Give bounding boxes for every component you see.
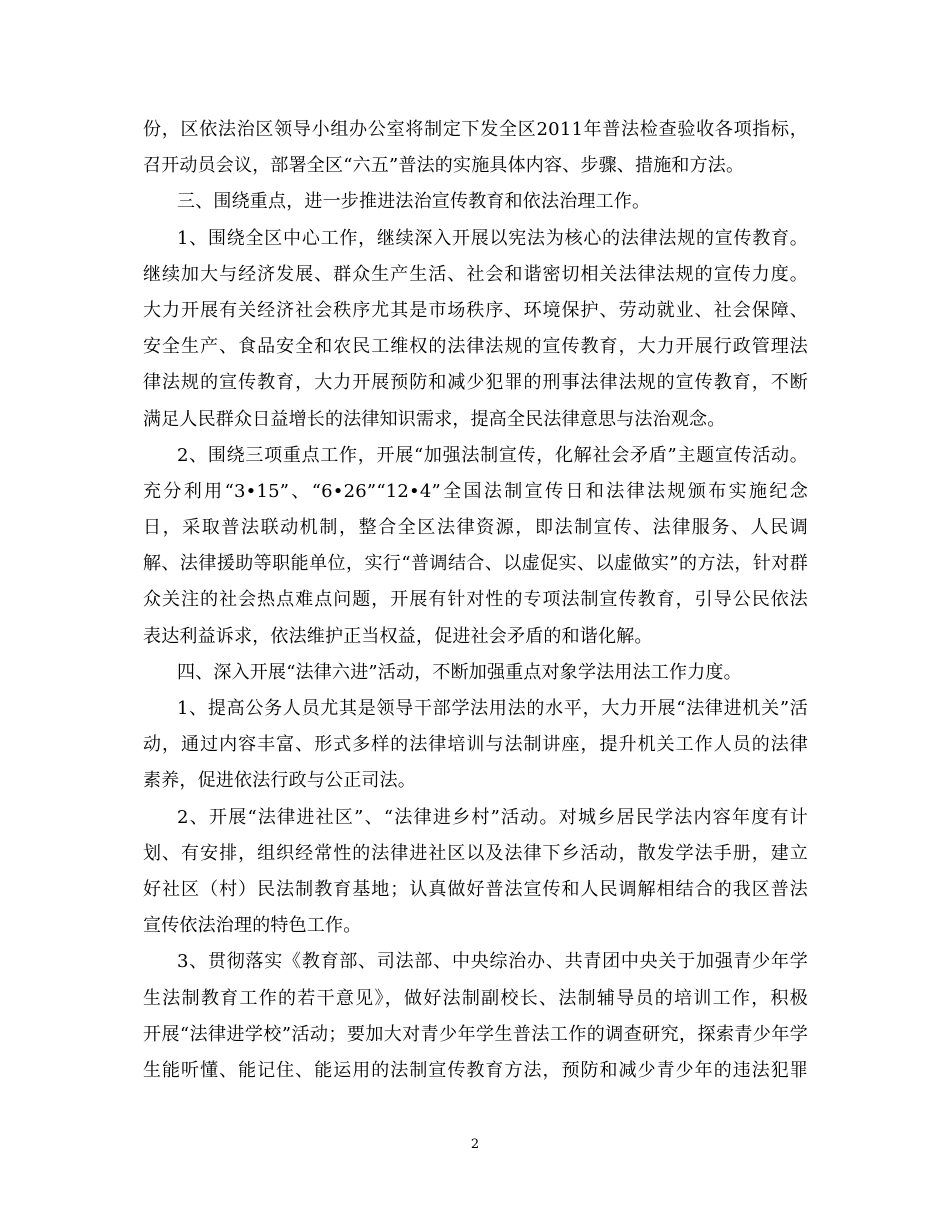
text-line: 继续加大与经济发展、群众生产生活、社会和谐密切相关法律法规的宣传力度。 (143, 263, 808, 285)
text-line: 3、贯彻落实《教育部、司法部、中央综治办、共青团中央关于加强青少年学 (177, 951, 808, 973)
text-line: 四、深入开展“法律六进”活动，不断加强重点对象学法用法工作力度。 (177, 661, 742, 683)
text-line: 充分利用“3•15”、“6•26”“12•4”全国法制宣传日和法律法规颁布实施纪念 (143, 480, 808, 502)
text-line: 满足人民群众日益增长的法律知识需求，提高全民法律意思与法治观念。 (143, 408, 726, 430)
text-line: 1、提高公务人员尤其是领导干部学法用法的水平，大力开展“法律进机关”活 (177, 698, 808, 719)
text-line: 1、围绕全区中心工作，继续深入开展以宪法为核心的法律法规的宣传教育。 (177, 227, 808, 249)
text-line: 2、围绕三项重点工作，开展“加强法制宣传，化解社会矛盾”主题宣传活动。 (177, 444, 808, 466)
text-line: 好社区（村）民法制教育基地；认真做好普法宣传和人民调解相结合的我区普法 (143, 878, 808, 900)
text-line: 生法制教育工作的若干意见》，做好法制副校长、法制辅导员的培训工作，积极 (143, 987, 808, 1009)
text-line: 表达利益诉求，依法维护正当权益，促进社会矛盾的和谐化解。 (143, 625, 653, 647)
text-line: 三、围绕重点，进一步推进法治宣传教育和依法治理工作。 (177, 191, 651, 213)
document-body (143, 112, 808, 1089)
text-line: 生能听懂、能记住、能运用的法制宣传教育方法，预防和减少青少年的违法犯罪 (143, 1059, 808, 1081)
text-line: 宣传依法治理的特色工作。 (143, 915, 362, 937)
text-line: 律法规的宣传教育，大力开展预防和减少犯罪的刑事法律法规的宣传教育，不断 (143, 372, 808, 394)
text-line: 划、有安排，组织经常性的法律进社区以及法律下乡活动，散发学法手册，建立 (143, 842, 808, 864)
text-line: 份，区依法治区领导小组办公室将制定下发全区2011年普法检查验收各项指标， (143, 119, 808, 140)
text-line: 大力开展有关经济社会秩序尤其是市场秩序、环境保护、劳动就业、社会保障、 (143, 299, 808, 321)
text-line: 日，采取普法联动机制，整合全区法律资源，即法制宣传、法律服务、人民调 (143, 517, 808, 539)
text-line: 2、开展“法律进社区”、“法律进乡村”活动。对城乡居民学法内容年度有计 (177, 806, 808, 828)
text-line: 开展“法律进学校”活动；要加大对青少年学生普法工作的调查研究，探索青少年学 (143, 1023, 808, 1045)
text-line: 动，通过内容丰富、形式多样的法律培训与法制讲座，提升机关工作人员的法律 (143, 734, 808, 756)
text-line: 召开动员会议，部署全区“六五”普法的实施具体内容、步骤、措施和方法。 (143, 155, 745, 177)
text-line: 安全生产、食品安全和农民工维权的法律法规的宣传教育，大力开展行政管理法 (143, 336, 808, 358)
page-number: 2 (470, 1137, 480, 1152)
text-line: 解、法律援助等职能单位，实行“普调结合、以虚促实、以虚做实”的方法，针对群 (143, 553, 808, 575)
text-line: 众关注的社会热点难点问题，开展有针对性的专项法制宣传教育，引导公民依法 (143, 589, 808, 611)
text-line: 素养，促进依法行政与公正司法。 (143, 770, 416, 792)
